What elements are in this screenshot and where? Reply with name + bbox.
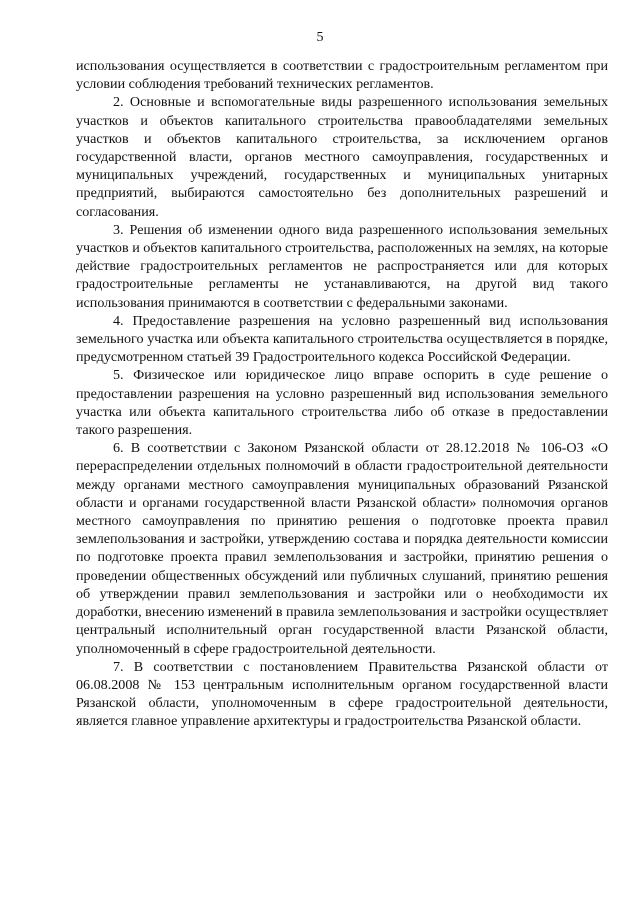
paragraph-2-main-permitted-uses: 2. Основные и вспомогательные виды разрешенного использования земельных участков и объектов капитального строительства правообладателями земельных участков и объектов капитального строительства, за исключением органов государственной власти, органов местного самоуправления, государственных и муниципальных учреждений, государственных и муниципальных унитарных предприятий, выбираются самостоятельно без дополнительных разрешений и согласования.: [76, 94, 608, 220]
paragraph-6-ryazan-law: 6. В соответствии с Законом Рязанской области от 28.12.2018 № 106-ОЗ «О перераспределении отдельных полномочий в области градостроительной деятельности между органами местного самоуправления муниципальных образований Рязанской области и органами государственной власти Рязанской области» полномочия органов местного самоуправления по принятию решения о подготовке проекта правил землепользования и застройки, утверждению состава и порядка деятельности комиссии по подготовке проекта правил землепользования и застройки, принятию решения о проведении общественных обсуждений или публичных слушаний, принятию решения об утверждении правил землепользования и застройки или о необходимости их доработки, внесению изменений в правила землепользования и застройки осуществляет центральный исполнительный орган государственной власти Рязанской области, уполномоченный в сфере градостроительной деятельности.: [76, 440, 608, 657]
paragraph-4-conditional-use-permit: 4. Предоставление разрешения на условно разрешенный вид использования земельного участка или объекта капитального строительства осуществляется в порядке, предусмотренном статьей 39 Градостроительного кодекса Российской Федерации.: [76, 312, 608, 366]
document-body: [76, 57, 608, 731]
paragraph-continuation: использования осуществляется в соответствии с градостроительным регламентом при условии соблюдения требований технических регламентов.: [76, 58, 608, 93]
paragraph-5-right-to-appeal: 5. Физическое или юридическое лицо вправе оспорить в суде решение о предоставлении разрешения на условно разрешенный вид использования земельного участка или объекта капитального строительства либо об отказе в предоставлении такого разрешения.: [76, 367, 608, 439]
page-number: 5: [316, 30, 324, 45]
paragraph-3-change-of-use: 3. Решения об изменении одного вида разрешенного использования земельных участков и объектов капитального строительства, расположенных на землях, на которые действие градостроительных регламентов не распространяется или для которых градостроительные регламенты не устанавливаются, на другой вид такого использования принимаются в соответствии с федеральными законами.: [76, 221, 608, 311]
paragraph-7-government-resolution: 7. В соответствии с постановлением Правительства Рязанской области от 06.08.2008 № 153 центральным исполнительным органом государственной власти Рязанской области, уполномоченным в сфере градостроительной деятельности, является главное управление архитектуры и градостроительства Рязанской области.: [76, 658, 608, 730]
